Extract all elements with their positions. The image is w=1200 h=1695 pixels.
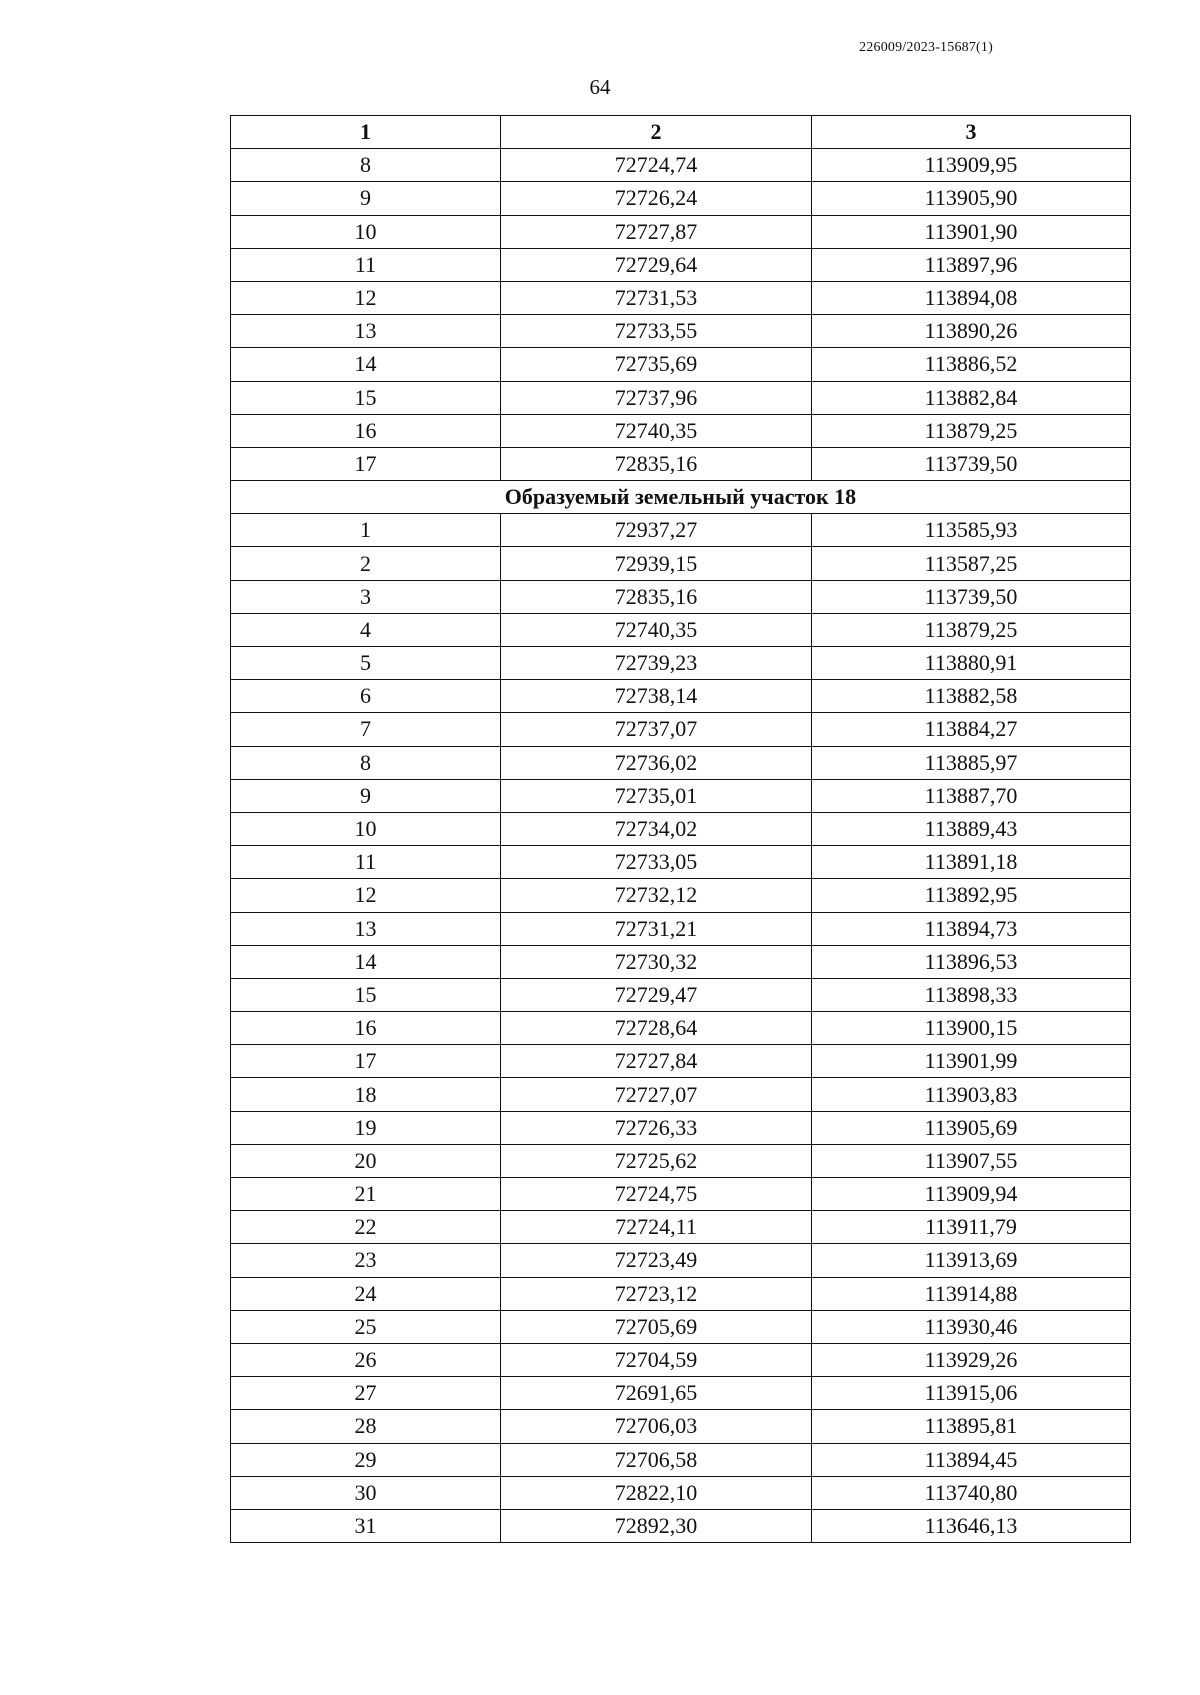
x-coordinate-cell: 72737,96 <box>501 381 812 414</box>
y-coordinate-cell: 113587,25 <box>812 547 1131 580</box>
y-coordinate-cell: 113894,73 <box>812 912 1131 945</box>
point-number-cell: 9 <box>231 779 501 812</box>
y-coordinate-cell: 113894,45 <box>812 1443 1131 1476</box>
y-coordinate-cell: 113911,79 <box>812 1211 1131 1244</box>
table-row <box>231 1012 1131 1045</box>
table-row <box>231 580 1131 613</box>
point-number-cell: 30 <box>231 1476 501 1509</box>
x-coordinate-cell: 72738,14 <box>501 680 812 713</box>
table-row <box>231 215 1131 248</box>
document-number: 226009/2023-15687(1) <box>859 40 993 55</box>
table-row <box>231 182 1131 215</box>
point-number-cell: 4 <box>231 613 501 646</box>
point-number-cell: 16 <box>231 414 501 447</box>
x-coordinate-cell: 72706,03 <box>501 1410 812 1443</box>
y-coordinate-cell: 113915,06 <box>812 1377 1131 1410</box>
y-coordinate-cell: 113901,99 <box>812 1045 1131 1078</box>
x-coordinate-cell: 72727,84 <box>501 1045 812 1078</box>
y-coordinate-cell: 113740,80 <box>812 1476 1131 1509</box>
x-coordinate-cell: 72723,49 <box>501 1244 812 1277</box>
x-coordinate-cell: 72725,62 <box>501 1144 812 1177</box>
y-coordinate-cell: 113914,88 <box>812 1277 1131 1310</box>
x-coordinate-cell: 72739,23 <box>501 647 812 680</box>
y-coordinate-cell: 113887,70 <box>812 779 1131 812</box>
section-title-row <box>231 481 1131 514</box>
x-coordinate-cell: 72729,64 <box>501 248 812 281</box>
coordinates-table <box>230 115 1131 1543</box>
x-coordinate-cell: 72732,12 <box>501 879 812 912</box>
point-number-cell: 25 <box>231 1310 501 1343</box>
x-coordinate-cell: 72706,58 <box>501 1443 812 1476</box>
table-row <box>231 713 1131 746</box>
y-coordinate-cell: 113895,81 <box>812 1410 1131 1443</box>
table-row <box>231 978 1131 1011</box>
column-header-point: 1 <box>231 116 501 149</box>
y-coordinate-cell: 113894,08 <box>812 281 1131 314</box>
y-coordinate-cell: 113905,90 <box>812 182 1131 215</box>
table-row <box>231 414 1131 447</box>
y-coordinate-cell: 113913,69 <box>812 1244 1131 1277</box>
table-row <box>231 1310 1131 1343</box>
y-coordinate-cell: 113897,96 <box>812 248 1131 281</box>
x-coordinate-cell: 72740,35 <box>501 414 812 447</box>
x-coordinate-cell: 72735,01 <box>501 779 812 812</box>
table-row <box>231 1178 1131 1211</box>
x-coordinate-cell: 72822,10 <box>501 1476 812 1509</box>
table-row <box>231 1211 1131 1244</box>
point-number-cell: 22 <box>231 1211 501 1244</box>
x-coordinate-cell: 72939,15 <box>501 547 812 580</box>
y-coordinate-cell: 113896,53 <box>812 945 1131 978</box>
table-body <box>231 149 1131 1543</box>
y-coordinate-cell: 113892,95 <box>812 879 1131 912</box>
x-coordinate-cell: 72728,64 <box>501 1012 812 1045</box>
x-coordinate-cell: 72729,47 <box>501 978 812 1011</box>
point-number-cell: 29 <box>231 1443 501 1476</box>
table-header-row <box>231 116 1131 149</box>
x-coordinate-cell: 72735,69 <box>501 348 812 381</box>
x-coordinate-cell: 72892,30 <box>501 1509 812 1542</box>
table-row <box>231 613 1131 646</box>
point-number-cell: 6 <box>231 680 501 713</box>
point-number-cell: 31 <box>231 1509 501 1542</box>
y-coordinate-cell: 113739,50 <box>812 447 1131 480</box>
point-number-cell: 15 <box>231 978 501 1011</box>
table-row <box>231 746 1131 779</box>
point-number-cell: 13 <box>231 912 501 945</box>
y-coordinate-cell: 113901,90 <box>812 215 1131 248</box>
x-coordinate-cell: 72734,02 <box>501 812 812 845</box>
table-row <box>231 1343 1131 1376</box>
x-coordinate-cell: 72704,59 <box>501 1343 812 1376</box>
point-number-cell: 9 <box>231 182 501 215</box>
y-coordinate-cell: 113879,25 <box>812 414 1131 447</box>
point-number-cell: 14 <box>231 348 501 381</box>
x-coordinate-cell: 72937,27 <box>501 514 812 547</box>
table-row <box>231 1476 1131 1509</box>
x-coordinate-cell: 72733,55 <box>501 315 812 348</box>
table-row <box>231 680 1131 713</box>
table-row <box>231 846 1131 879</box>
x-coordinate-cell: 72736,02 <box>501 746 812 779</box>
point-number-cell: 28 <box>231 1410 501 1443</box>
x-coordinate-cell: 72730,32 <box>501 945 812 978</box>
table-row <box>231 1078 1131 1111</box>
table-row <box>231 348 1131 381</box>
x-coordinate-cell: 72691,65 <box>501 1377 812 1410</box>
point-number-cell: 19 <box>231 1111 501 1144</box>
point-number-cell: 14 <box>231 945 501 978</box>
column-header-x: 2 <box>501 116 812 149</box>
table-row <box>231 447 1131 480</box>
table-row <box>231 812 1131 845</box>
point-number-cell: 8 <box>231 149 501 182</box>
y-coordinate-cell: 113646,13 <box>812 1509 1131 1542</box>
x-coordinate-cell: 72740,35 <box>501 613 812 646</box>
x-coordinate-cell: 72835,16 <box>501 447 812 480</box>
y-coordinate-cell: 113882,84 <box>812 381 1131 414</box>
y-coordinate-cell: 113885,97 <box>812 746 1131 779</box>
point-number-cell: 20 <box>231 1144 501 1177</box>
y-coordinate-cell: 113886,52 <box>812 348 1131 381</box>
point-number-cell: 3 <box>231 580 501 613</box>
y-coordinate-cell: 113898,33 <box>812 978 1131 1011</box>
table-row <box>231 1410 1131 1443</box>
page-number: 64 <box>589 75 611 99</box>
table-row <box>231 647 1131 680</box>
table-row <box>231 1443 1131 1476</box>
table-row <box>231 945 1131 978</box>
table-row <box>231 315 1131 348</box>
point-number-cell: 12 <box>231 879 501 912</box>
x-coordinate-cell: 72723,12 <box>501 1277 812 1310</box>
y-coordinate-cell: 113909,94 <box>812 1178 1131 1211</box>
x-coordinate-cell: 72835,16 <box>501 580 812 613</box>
x-coordinate-cell: 72727,07 <box>501 1078 812 1111</box>
point-number-cell: 17 <box>231 1045 501 1078</box>
point-number-cell: 27 <box>231 1377 501 1410</box>
y-coordinate-cell: 113884,27 <box>812 713 1131 746</box>
x-coordinate-cell: 72705,69 <box>501 1310 812 1343</box>
point-number-cell: 17 <box>231 447 501 480</box>
y-coordinate-cell: 113930,46 <box>812 1310 1131 1343</box>
column-header-y: 3 <box>812 116 1131 149</box>
y-coordinate-cell: 113900,15 <box>812 1012 1131 1045</box>
y-coordinate-cell: 113909,95 <box>812 149 1131 182</box>
table-row <box>231 879 1131 912</box>
y-coordinate-cell: 113903,83 <box>812 1078 1131 1111</box>
point-number-cell: 8 <box>231 746 501 779</box>
table-row <box>231 1509 1131 1542</box>
table-row <box>231 912 1131 945</box>
point-number-cell: 18 <box>231 1078 501 1111</box>
point-number-cell: 11 <box>231 846 501 879</box>
y-coordinate-cell: 113889,43 <box>812 812 1131 845</box>
y-coordinate-cell: 113882,58 <box>812 680 1131 713</box>
table-row <box>231 1277 1131 1310</box>
point-number-cell: 1 <box>231 514 501 547</box>
y-coordinate-cell: 113585,93 <box>812 514 1131 547</box>
point-number-cell: 11 <box>231 248 501 281</box>
table-header <box>231 116 1131 149</box>
table-row <box>231 149 1131 182</box>
x-coordinate-cell: 72731,53 <box>501 281 812 314</box>
point-number-cell: 13 <box>231 315 501 348</box>
table-row <box>231 1045 1131 1078</box>
table-row <box>231 547 1131 580</box>
point-number-cell: 5 <box>231 647 501 680</box>
table-row <box>231 381 1131 414</box>
point-number-cell: 26 <box>231 1343 501 1376</box>
x-coordinate-cell: 72724,74 <box>501 149 812 182</box>
x-coordinate-cell: 72724,75 <box>501 1178 812 1211</box>
section-title: Образуемый земельный участок 18 <box>231 481 1131 514</box>
table-row <box>231 1144 1131 1177</box>
table-row <box>231 514 1131 547</box>
table-row <box>231 779 1131 812</box>
point-number-cell: 12 <box>231 281 501 314</box>
point-number-cell: 23 <box>231 1244 501 1277</box>
point-number-cell: 24 <box>231 1277 501 1310</box>
point-number-cell: 21 <box>231 1178 501 1211</box>
x-coordinate-cell: 72733,05 <box>501 846 812 879</box>
point-number-cell: 15 <box>231 381 501 414</box>
y-coordinate-cell: 113879,25 <box>812 613 1131 646</box>
y-coordinate-cell: 113880,91 <box>812 647 1131 680</box>
y-coordinate-cell: 113929,26 <box>812 1343 1131 1376</box>
y-coordinate-cell: 113891,18 <box>812 846 1131 879</box>
table-row <box>231 281 1131 314</box>
x-coordinate-cell: 72726,33 <box>501 1111 812 1144</box>
x-coordinate-cell: 72727,87 <box>501 215 812 248</box>
table-row <box>231 1111 1131 1144</box>
y-coordinate-cell: 113739,50 <box>812 580 1131 613</box>
point-number-cell: 7 <box>231 713 501 746</box>
table-row <box>231 248 1131 281</box>
y-coordinate-cell: 113907,55 <box>812 1144 1131 1177</box>
point-number-cell: 16 <box>231 1012 501 1045</box>
x-coordinate-cell: 72737,07 <box>501 713 812 746</box>
table-row <box>231 1244 1131 1277</box>
x-coordinate-cell: 72726,24 <box>501 182 812 215</box>
table-row <box>231 1377 1131 1410</box>
y-coordinate-cell: 113890,26 <box>812 315 1131 348</box>
point-number-cell: 2 <box>231 547 501 580</box>
point-number-cell: 10 <box>231 812 501 845</box>
x-coordinate-cell: 72731,21 <box>501 912 812 945</box>
x-coordinate-cell: 72724,11 <box>501 1211 812 1244</box>
y-coordinate-cell: 113905,69 <box>812 1111 1131 1144</box>
point-number-cell: 10 <box>231 215 501 248</box>
